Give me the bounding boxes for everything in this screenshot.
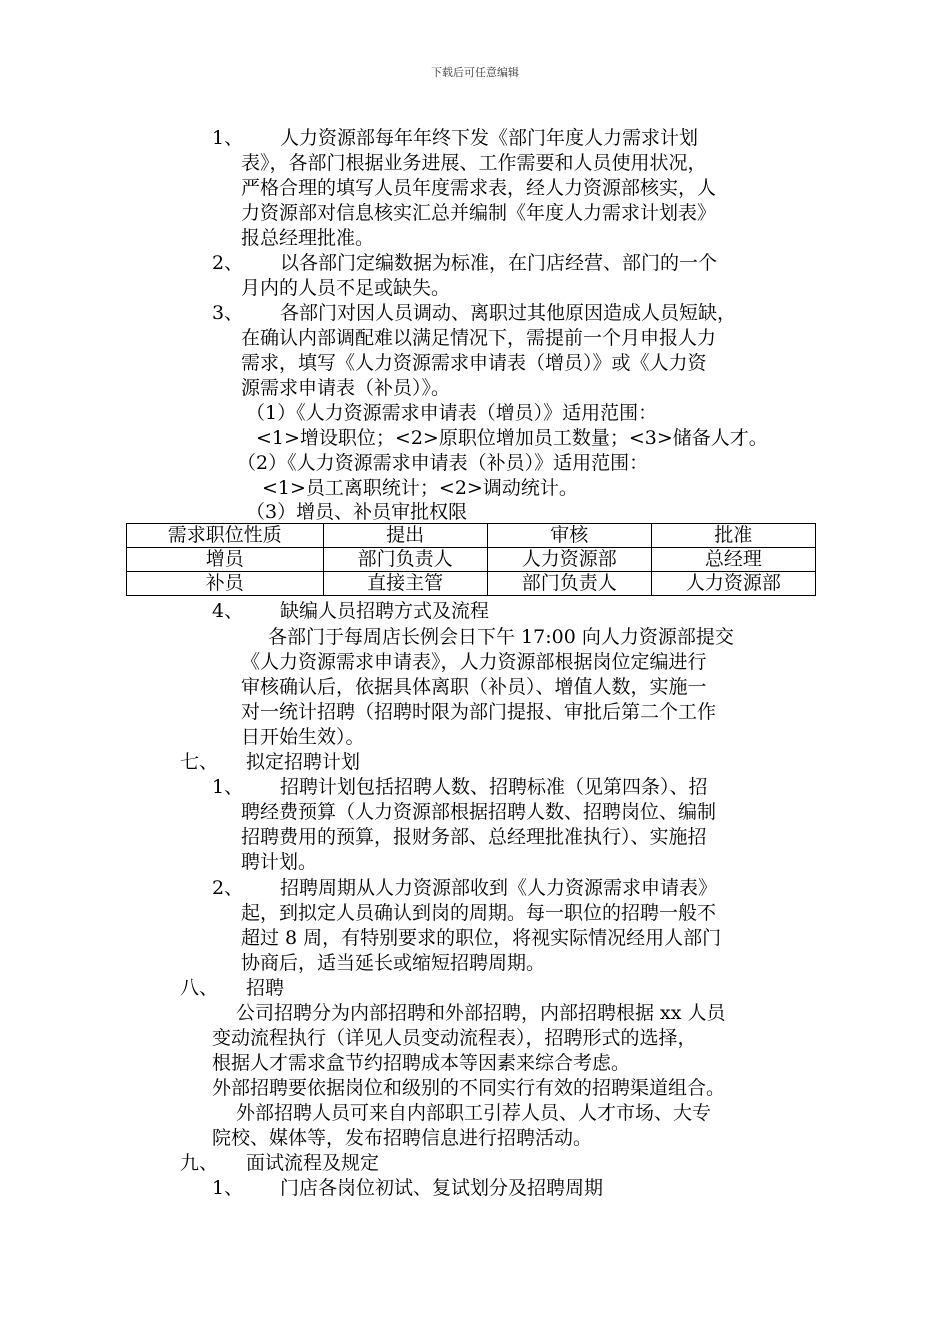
section-number: 九、: [180, 1152, 219, 1174]
table-header-cell: 审核: [487, 524, 651, 548]
text-line: 源需求申请表（补员）》。: [241, 377, 451, 399]
text-line: （1）《人力资源需求申请表（增员）》适用范围：: [246, 402, 658, 424]
text-line: 各部门于每周店长例会日下午 17:00 向人力资源部提交: [268, 626, 734, 648]
text-line: 需求，填写《人力资源需求申请表（增员）》或《人力资: [241, 352, 707, 374]
text-line: 门店各岗位初试、复试划分及招聘周期: [280, 1177, 604, 1199]
item-number: 2、: [212, 877, 244, 899]
text-line: 外部招聘人员可来自内部职工引荐人员、人才市场、大专: [236, 1102, 712, 1124]
item-number: 3、: [212, 302, 244, 324]
text-line: 审核确认后，依据具体离职（补员）、增值人数，实施一: [241, 676, 707, 698]
item-number: 2、: [212, 252, 244, 274]
table-cell: 人力资源部: [651, 572, 815, 596]
text-line: 日开始生效）。: [241, 726, 365, 748]
text-line: 缺编人员招聘方式及流程: [280, 600, 490, 622]
item-number: 1、: [212, 1177, 244, 1199]
table-cell: 部门负责人: [323, 548, 487, 572]
text-line: 起，到拟定人员确认到岗的周期。每一职位的招聘一般不: [241, 902, 717, 924]
table-cell: 部门负责人: [487, 572, 651, 596]
text-line: 超过 8 周，有特别要求的职位，将视实际情况经用人部门: [241, 927, 722, 949]
table-row: [127, 548, 816, 572]
section-number: 八、: [180, 977, 219, 999]
table-cell: 直接主管: [323, 572, 487, 596]
text-line: <1>员工离职统计；<2>调动统计。: [262, 477, 578, 499]
text-line: 严格合理的填写人员年度需求表，经人力资源部核实，人: [241, 177, 717, 199]
text-line: 变动流程执行（详见人员变动流程表），招聘形式的选择，: [212, 1027, 697, 1049]
table-cell: 人力资源部: [487, 548, 651, 572]
text-line: （2）《人力资源需求申请表（补员）》适用范围：: [237, 452, 649, 474]
text-line: （3）增员、补员审批权限: [246, 501, 468, 523]
text-line: 招聘费用的预算，报财务部、总经理批准执行）、实施招: [241, 826, 707, 848]
text-line: 对一统计招聘（招聘时限为部门提报、审批后第二个工作: [241, 701, 717, 723]
table-cell: 总经理: [651, 548, 815, 572]
table-header-cell: 批准: [651, 524, 815, 548]
text-line: 聘经费预算（人力资源部根据招聘人数、招聘岗位、编制: [241, 801, 717, 823]
text-line: 协商后，适当延长或缩短招聘周期。: [241, 952, 546, 974]
text-line: 人力资源部每年年终下发《部门年度人力需求计划: [280, 127, 699, 149]
item-number: 1、: [212, 776, 244, 798]
section-title: 面试流程及规定: [246, 1152, 380, 1174]
table-row: [127, 572, 816, 596]
text-line: 招聘计划包括招聘人数、招聘标准（见第四条）、招: [280, 776, 708, 798]
table-cell: 补员: [127, 572, 324, 596]
text-line: 报总经理批准。: [241, 227, 375, 249]
text-line: 根据人才需求盒节约招聘成本等因素来综合考虑。: [212, 1052, 631, 1074]
text-line: 月内的人员不足或缺失。: [241, 277, 451, 299]
section-number: 七、: [180, 751, 219, 773]
table-header-cell: 需求职位性质: [127, 524, 324, 548]
item-number: 1、: [212, 127, 244, 149]
page-header: 下载后可任意编辑: [431, 66, 519, 79]
table-header-row: [127, 524, 816, 548]
table-cell: 增员: [127, 548, 324, 572]
text-line: 力资源部对信息核实汇总并编制《年度人力需求计划表》: [241, 202, 717, 224]
text-line: 在确认内部调配难以满足情况下，需提前一个月申报人力: [241, 327, 717, 349]
section-title: 招聘: [246, 977, 285, 999]
table-header-cell: 提出: [323, 524, 487, 548]
section-title: 拟定招聘计划: [246, 751, 361, 773]
text-line: 表》，各部门根据业务进展、工作需要和人员使用状况，: [241, 152, 707, 174]
approval-table: [126, 523, 816, 596]
text-line: <1>增设职位；<2>原职位增加员工数量；<3>储备人才。: [256, 427, 768, 449]
text-line: 以各部门定编数据为标准，在门店经营、部门的一个: [280, 252, 718, 274]
text-line: 各部门对因人员调动、离职过其他原因造成人员短缺，: [280, 302, 737, 324]
text-line: 公司招聘分为内部招聘和外部招聘，内部招聘根据 xx 人员: [236, 1002, 726, 1024]
text-line: 院校、媒体等，发布招聘信息进行招聘活动。: [212, 1127, 593, 1149]
text-line: 招聘周期从人力资源部收到《人力资源需求申请表》: [280, 877, 718, 899]
item-number: 4、: [212, 600, 244, 622]
text-line: 聘计划。: [241, 851, 318, 873]
text-line: 《人力资源需求申请表》，人力资源部根据岗位定编进行: [241, 651, 707, 673]
text-line: 外部招聘要依据岗位和级别的不同实行有效的招聘渠道组合。: [212, 1077, 726, 1099]
